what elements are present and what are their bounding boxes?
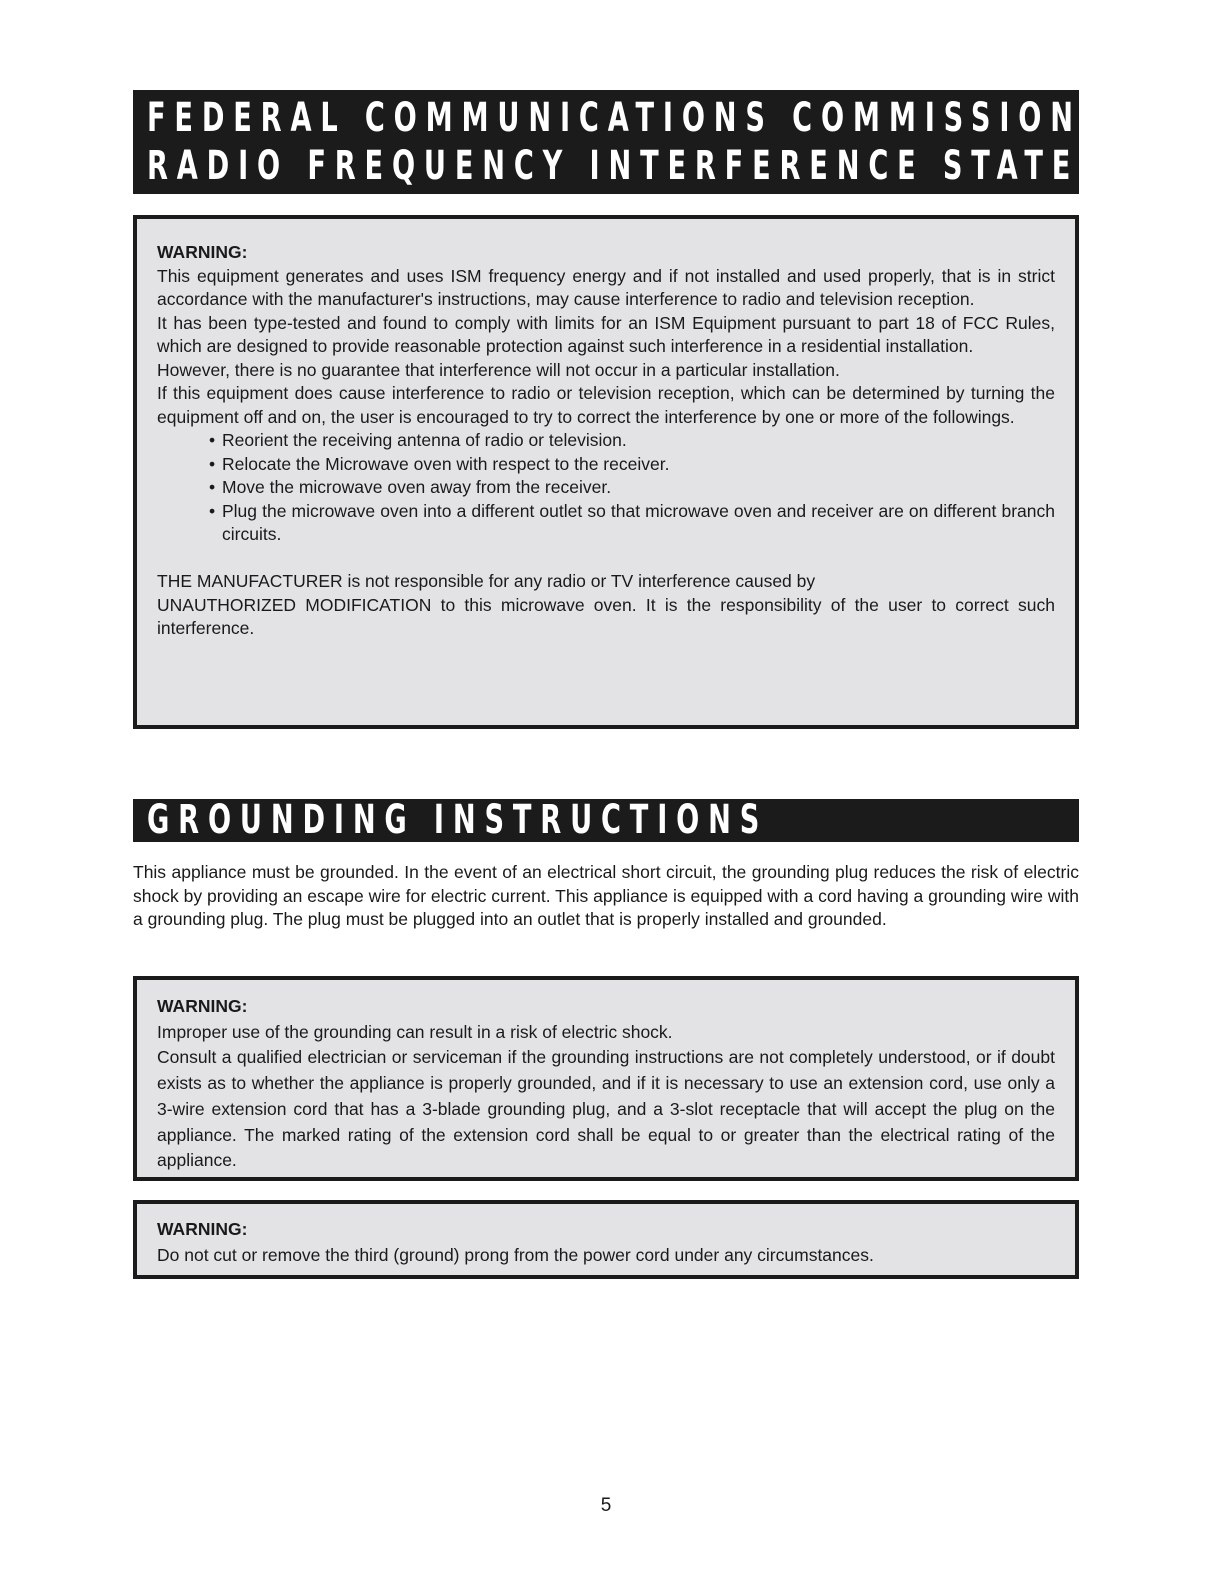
prong-warning-title: WARNING:	[157, 1219, 248, 1239]
grounding-warning-line-1: Improper use of the grounding can result in a risk of electric shock.	[157, 1021, 673, 1042]
fcc-heading-line-1: FEDERAL COMMUNICATIONS COMMISSION	[147, 95, 1082, 141]
page-number: 5	[600, 1495, 612, 1516]
grounding-heading-banner	[133, 799, 1079, 842]
prong-warning-text: Do not cut or remove the third (ground) prong from the power cord under any circumstances.	[157, 1244, 874, 1265]
bullet-item: • Relocate the Microwave oven with respect to the receiver.	[209, 453, 1055, 477]
grounding-warning-line-2: Consult a qualified electrician or serviceman if the grounding instructions are not completely understood, or if doubt exists as to whether the appliance is properly grounded, and if it is necessary to use an extension cord, use only a 3-wire extension cord that has a 3-blade grounding plug, and a 3-slot receptacle that will accept the plug on the appliance. The marked rating of the extension cord shall be equal to or greater than the electrical rating of the appliance.	[157, 1047, 1055, 1171]
fcc-paragraph-2: It has been type-tested and found to comply with limits for an ISM Equipment pursuant to part 18 of FCC Rules, which are designed to provide reasonable protection against such interference in a residential installation.	[157, 312, 1055, 356]
fcc-paragraph-1: This equipment generates and uses ISM frequency energy and if not installed and used properly, that is in strict accordance with the manufacturer's instructions, may cause interference to radio and television reception.	[157, 265, 1055, 309]
bullet-item: • Move the microwave oven away from the receiver.	[209, 476, 1055, 500]
bullet-item: • Plug the microwave oven into a different outlet so that microwave oven and receiver are on different branch circuits.	[209, 500, 1055, 547]
grounding-heading: GROUNDING INSTRUCTIONS	[147, 797, 769, 843]
manufacturer-line-1: THE MANUFACTURER is not responsible for any radio or TV interference caused by	[157, 571, 816, 591]
manufacturer-line-2: UNAUTHORIZED MODIFICATION to this microwave oven. It is the responsibility of the user to correct such interference.	[157, 594, 1055, 638]
bullet-item: • Reorient the receiving antenna of radio or television.	[209, 429, 1055, 453]
fcc-heading-banner	[133, 90, 1202, 194]
spacer	[157, 547, 1055, 571]
grounding-warning-title: WARNING:	[157, 996, 248, 1016]
prong-warning-box	[133, 1200, 1079, 1279]
grounding-intro: This appliance must be grounded. In the event of an electrical short circuit, the grounding plug reduces the risk of electric shock by providing an escape wire for electric current. This appliance is equipped with a cord having a grounding wire with a grounding plug. The plug must be plugged into an outlet that is properly installed and grounded.	[133, 862, 1079, 930]
fcc-paragraph-3: However, there is no guarantee that interference will not occur in a particular installation.	[157, 359, 840, 380]
fcc-heading-line-2: RADIO FREQUENCY INTERFERENCE STATEMENT	[147, 143, 1202, 189]
fcc-bullet-list	[157, 429, 1055, 547]
grounding-warning-box	[133, 976, 1079, 1181]
fcc-paragraph-4: If this equipment does cause interference to radio or television reception, which can be determined by turning the equipment off and on, the user is encouraged to try to correct the interference by one or more of the followings.	[157, 383, 1055, 427]
fcc-warning-title: WARNING:	[157, 242, 248, 262]
fcc-warning-box	[133, 215, 1079, 729]
